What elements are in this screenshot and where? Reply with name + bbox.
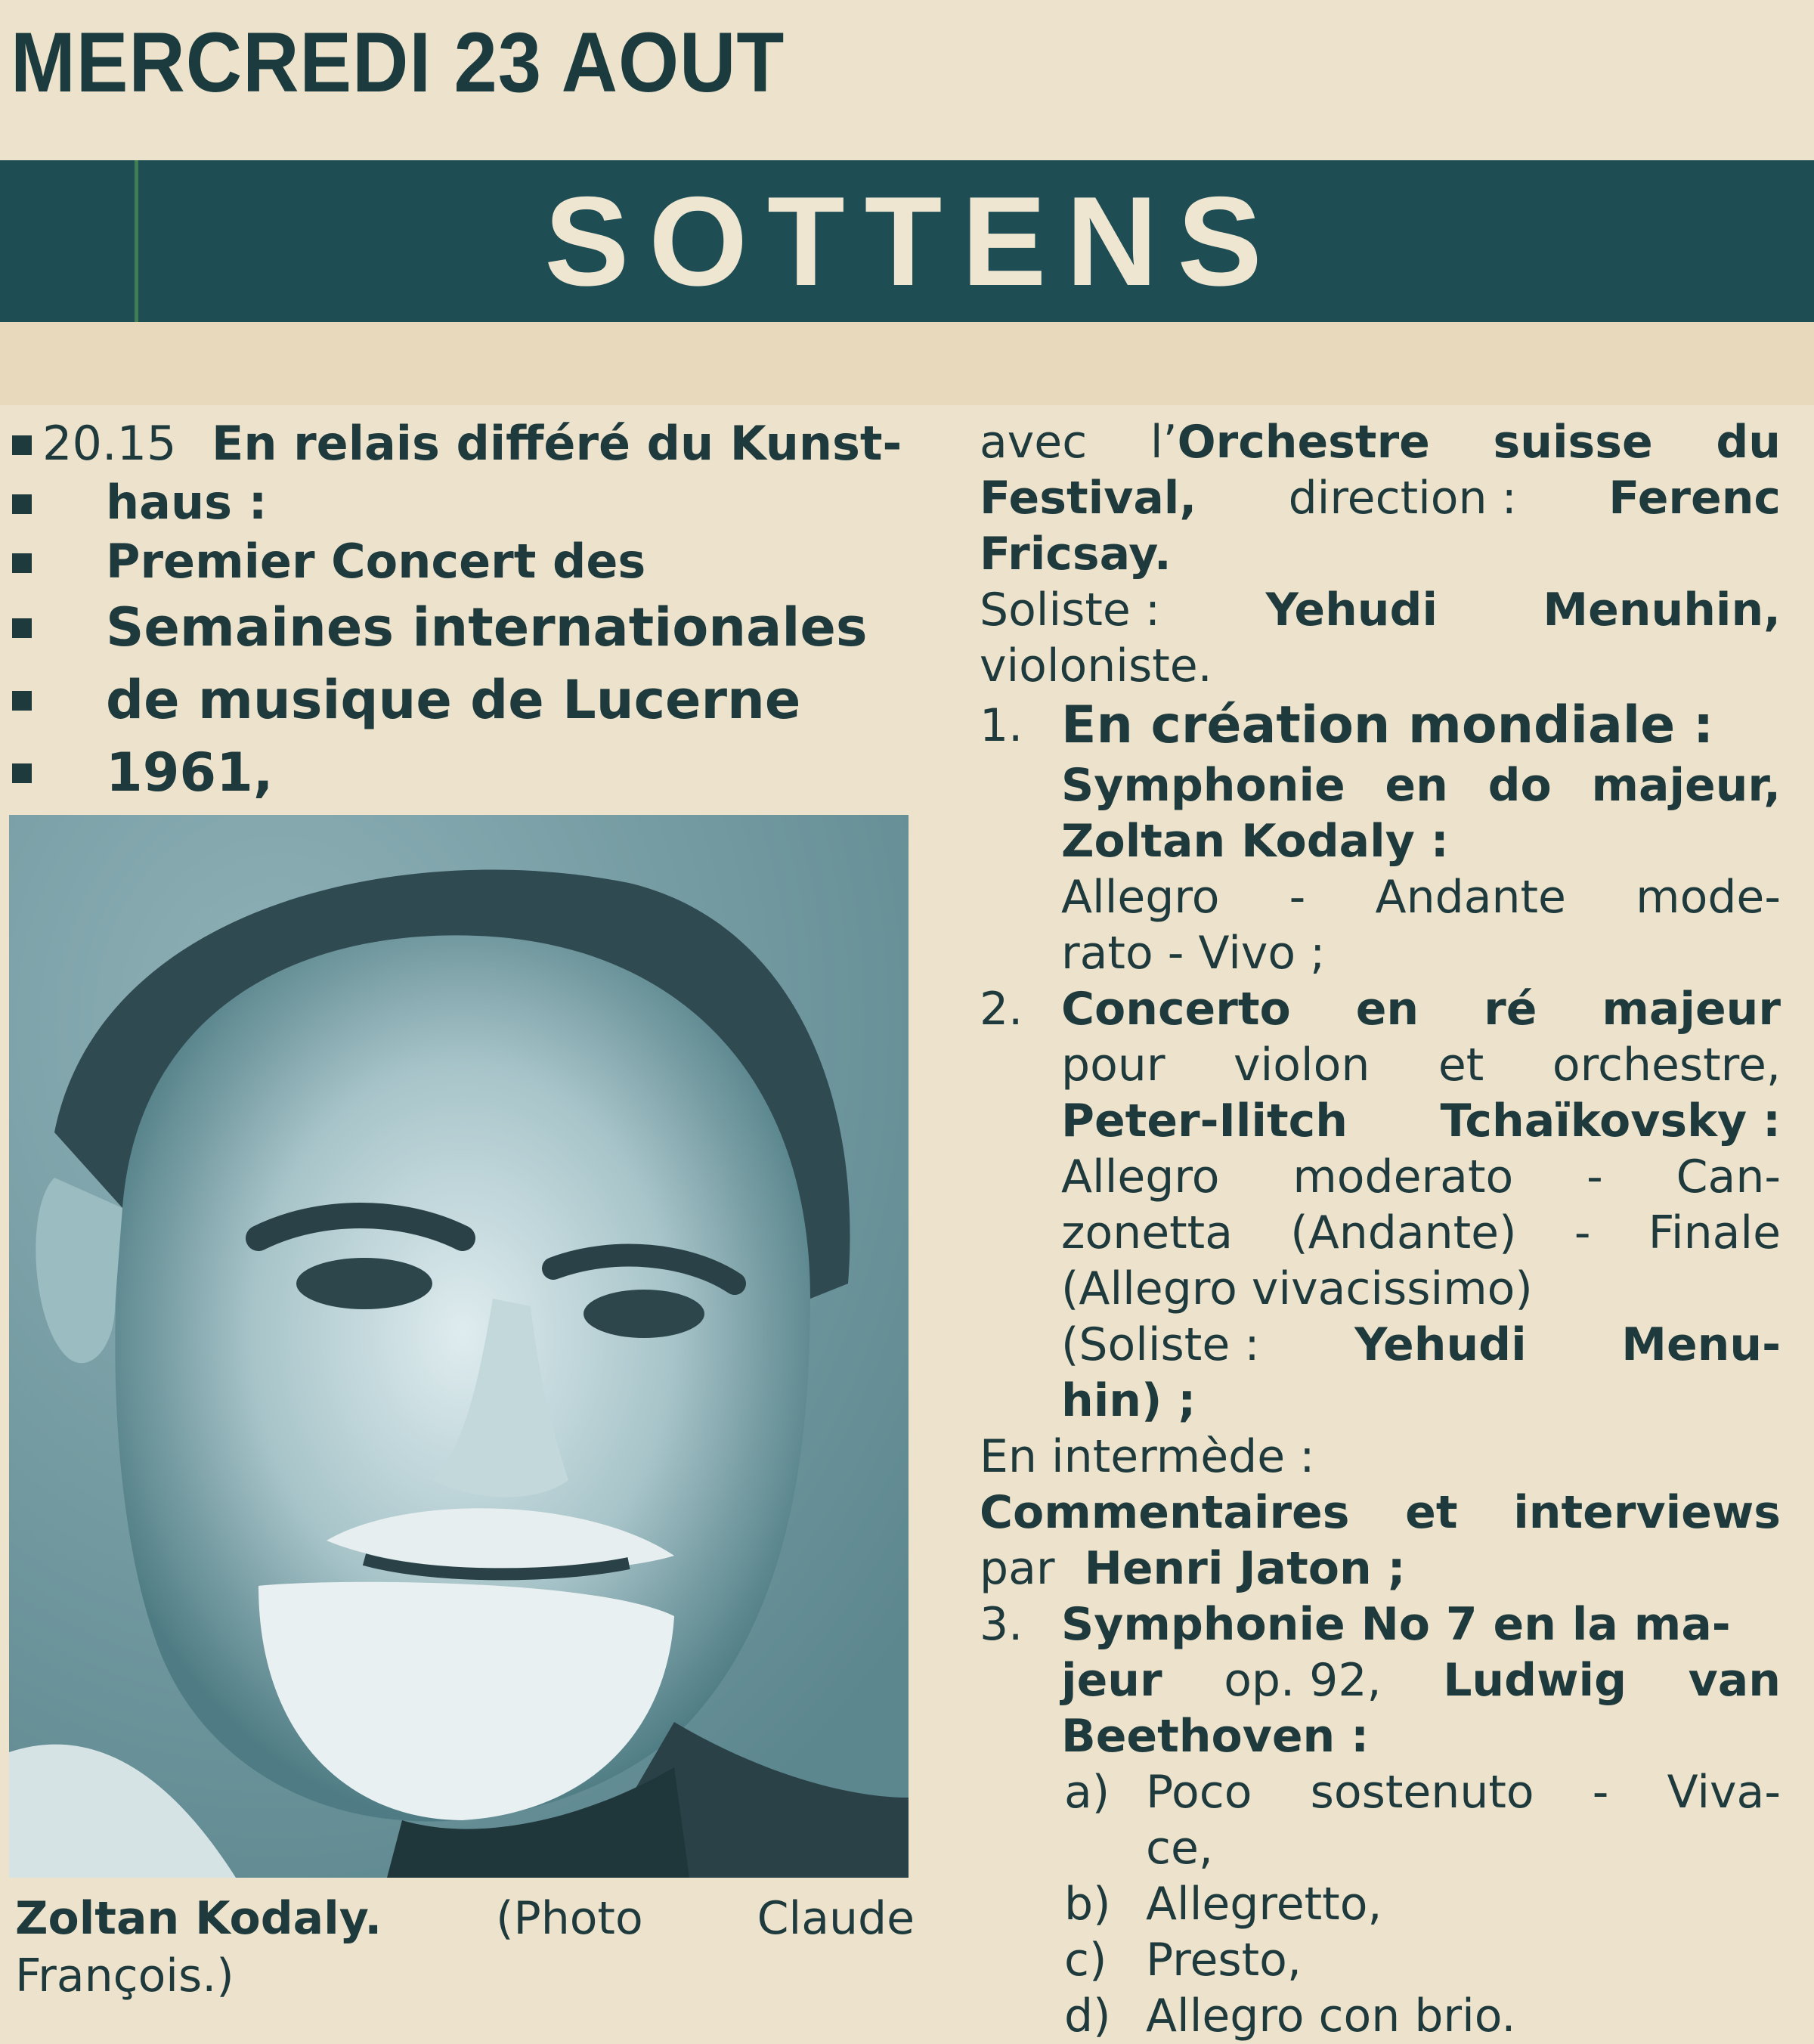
composer: Beethoven : [1061,1710,1370,1763]
intro-text: haus : [106,475,268,530]
text: Poco [1146,1766,1252,1819]
bullet-icon [12,763,32,783]
detail-line [980,1037,1781,1093]
text: (Soliste : [1061,1318,1260,1371]
kodaly-portrait [9,815,909,1878]
text: et [1438,1039,1484,1092]
text: (Andante) [1290,1206,1517,1259]
text: rato - Vivo ; [1061,927,1326,980]
text: violoniste. [980,640,1212,692]
program-details [980,414,1781,2044]
text: Allegretto, [1146,1878,1382,1931]
intro-text: En relais différé du Kunst- [212,416,902,471]
composer: van [1688,1654,1781,1707]
text: pour [1061,1039,1165,1092]
movement-b [980,1876,1781,1932]
text: mode- [1636,871,1781,924]
presenter-name: Henri Jaton ; [1084,1542,1406,1595]
soloist-name: Menuhin, [1543,584,1781,636]
movement-c [980,1932,1781,1988]
intro-line-6 [8,736,907,809]
text: direction : [1288,472,1517,525]
composer: Peter-Ilitch [1061,1095,1348,1147]
text: Andante [1375,871,1566,924]
conductor-surname: Fricsay. [980,528,1172,581]
text: Soliste : [980,584,1161,636]
text: violon [1234,1039,1370,1092]
text: hin) ; [1061,1374,1196,1427]
item-number: 1. [980,699,1023,752]
text: l’ [1150,416,1178,469]
text: avec [980,416,1088,469]
program-item-2 [980,981,1781,1037]
detail-line [980,757,1781,813]
header-strip [0,322,1814,405]
text: - [1592,1766,1609,1819]
item-title: En création mondiale : [1061,695,1714,755]
bullet-icon [12,553,32,573]
text: Allegro [1061,1151,1220,1203]
composer: Zoltan Kodaly : [1061,815,1449,868]
text: en [1355,983,1419,1036]
text: - [1586,1151,1603,1203]
detail-line [980,1149,1781,1205]
text: do [1487,759,1552,812]
caption-name: Zoltan Kodaly. [15,1892,382,1945]
intro-line-1 [8,414,907,473]
text: Allegro [1061,871,1220,924]
text: majeur, [1591,759,1781,812]
text: ré [1484,983,1537,1036]
text: Commentaires [980,1486,1350,1539]
detail-line [980,582,1781,638]
soloist-name: Yehudi [1354,1318,1527,1371]
caption-credit: (Photo [496,1892,643,1945]
program-item-3 [980,1596,1781,1652]
text: - [1289,871,1306,924]
text: Presto, [1146,1934,1302,1987]
text: op. 92, [1224,1654,1382,1707]
item-number: 2. [980,983,1023,1036]
movement-d [980,1988,1781,2044]
text: par [980,1542,1055,1595]
intro-line-4 [8,591,907,664]
detail-line [980,1317,1781,1373]
soloist-name: Yehudi [1265,584,1438,636]
text: majeur [1602,983,1781,1036]
intro-text: Semaines internationales [106,596,868,658]
text: jeur [1061,1654,1162,1707]
text: Symphonie [1061,759,1345,812]
orchestra-name: Orchestre [1177,416,1430,469]
intro-text: Premier Concert des [106,534,646,589]
text: Allegro con brio. [1146,1990,1516,2042]
text: sostenuto [1310,1766,1534,1819]
station-banner [0,160,1814,322]
intro-text: 1961, [106,742,274,804]
program-item-1 [980,694,1781,757]
composer: Tchaïkovsky : [1440,1095,1781,1147]
text: et [1405,1486,1458,1539]
intro-line-2 [8,473,907,532]
text: - [1574,1206,1591,1259]
text: du [1716,416,1781,469]
text: moderato [1292,1151,1514,1203]
movement-letter: b) [1064,1878,1111,1931]
bullet-icon [12,618,32,638]
station-title: SOTTENS [544,169,1282,312]
intro-line-3 [8,532,907,591]
detail-line [980,869,1781,925]
bullet-icon [12,494,32,514]
detail-line [980,1652,1781,1708]
movement-letter: d) [1064,1990,1111,2042]
movement-letter: a) [1064,1766,1110,1819]
detail-line [980,1485,1781,1541]
movement-letter: c) [1064,1934,1107,1987]
item-title: Symphonie No 7 en la ma- [1061,1598,1731,1651]
caption-credit: Claude [757,1892,915,1945]
bullet-icon [12,435,32,455]
photo-caption [15,1890,915,2005]
soloist-name: Menu- [1621,1318,1781,1371]
program-time: 20.15 [42,416,177,471]
composer: Ludwig [1443,1654,1627,1707]
text: Viva- [1667,1766,1781,1819]
text: orchestre, [1552,1039,1781,1092]
text: zonetta [1061,1206,1233,1259]
text: Concerto [1061,983,1291,1036]
text: interviews [1513,1486,1781,1539]
movement-a [980,1764,1781,1820]
interlude-label: En intermède : [980,1430,1315,1483]
detail-line [980,414,1781,470]
detail-line [980,1093,1781,1149]
text: suisse [1493,416,1653,469]
banner-rule [135,160,138,322]
detail-line [980,470,1781,526]
date-heading: MERCREDI 23 AOUT [11,15,785,110]
detail-line [980,1541,1781,1596]
text: Finale [1648,1206,1781,1259]
text: (Allegro vivacissimo) [1061,1262,1533,1315]
text: Festival, [980,472,1197,525]
caption-credit: François.) [15,1950,234,2002]
intro-text: de musique de Lucerne [106,669,801,731]
text: Can- [1676,1151,1781,1203]
text: en [1385,759,1448,812]
text: ce, [1146,1822,1213,1875]
bullet-icon [12,691,32,711]
conductor-name: Ferenc [1608,472,1781,525]
program-intro [8,414,907,809]
intro-line-5 [8,664,907,736]
item-number: 3. [980,1598,1023,1651]
detail-line [980,1205,1781,1261]
